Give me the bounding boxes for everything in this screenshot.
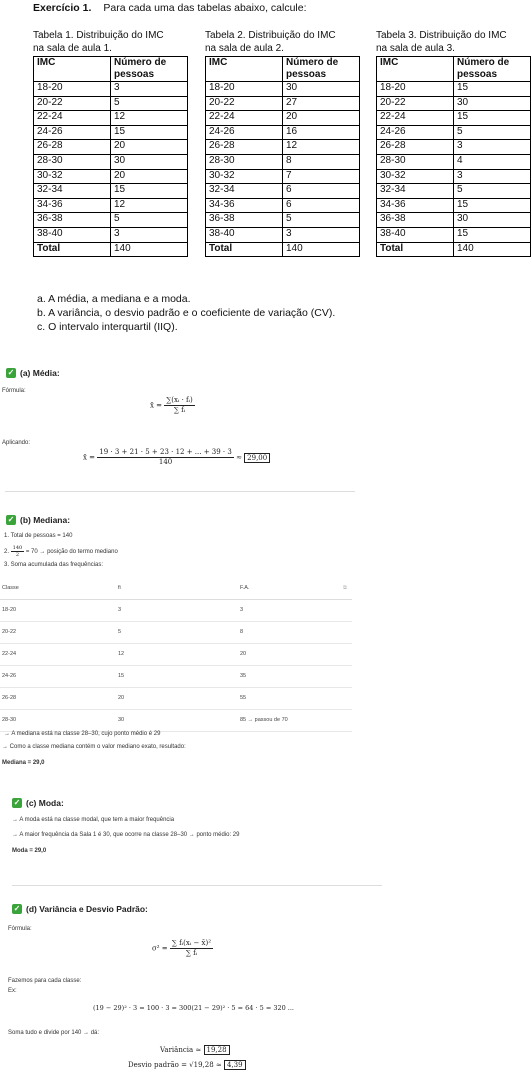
imc-table [33,56,188,257]
variancia-value-label: Variância ≈ [160,1046,202,1054]
imc-range-cell: 30-32 [377,169,454,184]
check-icon: ✓ [7,515,15,524]
moda-result: Moda = 29,0 [12,848,47,854]
moda-line-1: → A moda está na classe modal, que tem a maior frequência [12,817,175,823]
fa-cell: 85 → passou de 70 [240,717,288,723]
imc-range-cell: 28-30 [34,154,111,169]
table-caption [205,29,370,55]
exercise-instruction: Para cada uma das tabelas abaixo, calcule: [103,2,307,14]
table-row [377,82,531,97]
table-row [34,125,188,140]
variancia-header [12,904,148,914]
mediana-title: (b) Mediana: [20,515,71,525]
header-pessoas-line-2: pessoas [114,69,155,80]
media-app-num: 19 · 3 + 21 · 5 + 23 · 12 + ... + 39 · 3 [99,448,232,456]
imc-range-cell: 24-26 [377,125,454,140]
table-row [377,111,531,126]
table-row [34,111,188,126]
table-row [34,227,188,242]
moda-line-2: → A maior frequência da Sala 1 é 30, que ocorre na classe 28–30 → ponto médio: 29 [12,832,240,838]
count-cell: 15 [454,227,531,242]
count-cell: 5 [111,96,188,111]
table-row [206,96,360,111]
imc-range-cell: 34-36 [34,198,111,213]
classe-cell: 22-24 [2,651,17,657]
fi-cell: 3 [118,607,122,613]
header-pessoas-line-1: Número de [457,57,510,68]
table-caption-line-1: Tabela 1. Distribuição do IMC [33,30,164,41]
count-cell: 12 [283,140,360,155]
table-row [206,227,360,242]
question-b: b. A variância, o desvio padrão e o coeficiente de variação (CV). [37,307,336,319]
moda-title: (c) Moda: [26,798,64,808]
table-header-row [377,57,531,82]
table-row [0,621,352,644]
table-row [377,169,531,184]
mediana-step-3-text: Soma acumulada das frequências: [10,562,104,568]
count-cell: 3 [454,140,531,155]
total-label-cell: Total [34,242,111,257]
imc-range-cell: 28-30 [206,154,283,169]
media-title: (a) Média: [20,368,60,378]
mediana-result: Mediana = 29,0 [2,760,45,766]
divider [12,885,382,886]
table-row [34,198,188,213]
mediana-note-2: → Como a classe mediana contém o valor mediano exato, resultado: [2,744,186,750]
imc-range-cell: 24-26 [34,125,111,140]
media-formula-den: ∑ fᵢ [173,406,186,414]
media-app-den: 140 [158,458,173,466]
imc-table [376,56,531,257]
variancia-each-label: Fazemos para cada classe: [8,978,82,984]
imc-range-cell: 34-36 [206,198,283,213]
mediana-col-fi: fi [118,585,121,591]
count-cell: 20 [111,140,188,155]
count-cell: 5 [111,213,188,228]
table-row [206,125,360,140]
count-cell: 15 [454,111,531,126]
mediana-step2-num: 140 [12,545,23,551]
table-row [206,140,360,155]
table-total-row [34,242,188,257]
table-row [377,140,531,155]
table-row [377,96,531,111]
mediana-step-2: 2. $\frac{140}{2}$ = 70 → posição do termo mediano [4,545,118,558]
classe-cell: 24-26 [2,673,17,679]
imc-range-cell: 20-22 [34,96,111,111]
table-row [377,213,531,228]
table-caption-line-2: na sala de aula 1. [33,43,112,54]
table-row [206,184,360,199]
imc-range-cell: 18-20 [34,82,111,97]
question-list [37,292,335,334]
header-pessoas [283,57,360,82]
fa-cell: 55 [240,695,247,701]
copy-icon[interactable]: ⧉ [343,585,347,591]
table-row [0,709,352,732]
header-imc: IMC [34,57,111,82]
check-icon: ✓ [13,798,21,807]
imc-range-cell: 32-34 [206,184,283,199]
imc-range-cell: 32-34 [377,184,454,199]
count-cell: 5 [454,125,531,140]
variancia-value: 19,28 [204,1045,230,1055]
count-cell: 5 [454,184,531,199]
fa-cell: 20 [240,651,247,657]
count-cell: 15 [111,125,188,140]
imc-range-cell: 26-28 [377,140,454,155]
table-1 [33,29,198,257]
table-row [206,111,360,126]
imc-range-cell: 36-38 [34,213,111,228]
fi-cell: 30 [118,717,125,723]
header-pessoas-line-1: Número de [114,57,167,68]
imc-range-cell: 26-28 [206,140,283,155]
table-row [0,599,352,622]
table-row [206,169,360,184]
table-total-row [377,242,531,257]
imc-range-cell: 30-32 [206,169,283,184]
question-a: a. A média, a mediana e a moda. [37,293,191,305]
table-caption [33,29,198,55]
total-label-cell: Total [206,242,283,257]
media-formula-lhs: x̄ = [150,401,163,410]
header-pessoas-line-2: pessoas [286,69,327,80]
count-cell: 15 [111,184,188,199]
moda-header [12,798,64,808]
media-formula-num: ∑(xᵢ · fᵢ) [166,396,193,404]
header-pessoas [454,57,531,82]
imc-range-cell: 20-22 [206,96,283,111]
variancia-num: ∑ fᵢ(xᵢ − x̄)² [171,939,212,947]
count-cell: 6 [283,184,360,199]
count-cell: 20 [283,111,360,126]
variancia-value-line [160,1046,230,1054]
imc-range-cell: 34-36 [377,198,454,213]
fi-cell: 15 [118,673,125,679]
media-header [6,368,60,378]
table-row [206,82,360,97]
table-row [206,198,360,213]
total-label-cell: Total [377,242,454,257]
variancia-formula-label: Fórmula: [8,926,32,932]
table-caption-line-2: na sala de aula 2. [205,43,284,54]
mediana-col-fa: F.A. [240,585,250,591]
imc-range-cell: 30-32 [34,169,111,184]
table-row [0,643,352,666]
media-approx: ≈ [236,453,242,462]
mediana-step-1-text: Total de pessoas = 140 [10,533,73,539]
header-pessoas [111,57,188,82]
media-application [83,448,270,467]
count-cell: 8 [283,154,360,169]
table-row [34,213,188,228]
classe-cell: 18-20 [2,607,17,613]
table-row [34,184,188,199]
variancia-sum-label: Soma tudo e divide por 140 → dá: [8,1030,100,1036]
header-imc: IMC [377,57,454,82]
table-row [206,213,360,228]
imc-range-cell: 18-20 [377,82,454,97]
mediana-header [6,515,70,525]
imc-table [205,56,360,257]
imc-range-cell: 20-22 [377,96,454,111]
fi-cell: 5 [118,629,122,635]
count-cell: 3 [283,227,360,242]
count-cell: 6 [283,198,360,213]
check-icon: ✓ [13,904,21,913]
variancia-lhs: σ² = [152,944,168,953]
total-value-cell: 140 [454,242,531,257]
table-caption-line-1: Tabela 3. Distribuição do IMC [376,30,507,41]
fi-cell: 20 [118,695,125,701]
imc-range-cell: 38-40 [34,227,111,242]
table-row [377,154,531,169]
imc-range-cell: 36-38 [377,213,454,228]
count-cell: 3 [111,82,188,97]
exercise-label: Exercício 1. [33,2,92,14]
count-cell: 30 [111,154,188,169]
table-caption-line-2: na sala de aula 3. [376,43,455,54]
table-row [0,687,352,710]
variancia-formula [152,939,213,958]
table-row [377,227,531,242]
imc-range-cell: 36-38 [206,213,283,228]
mediana-step-2-text: = 70 → posição do termo mediano [25,549,118,556]
check-icon: ✓ [7,368,15,377]
table-3 [376,29,532,257]
divider [5,491,355,492]
count-cell: 15 [454,82,531,97]
header-pessoas-line-2: pessoas [457,69,498,80]
fi-cell: 12 [118,651,125,657]
header-imc: IMC [206,57,283,82]
imc-range-cell: 38-40 [206,227,283,242]
desvio-padrao-label: Desvio padrão = √19,28 ≈ [128,1061,222,1069]
table-row [206,154,360,169]
count-cell: 7 [283,169,360,184]
mediana-step-1: 1. Total de pessoas = 140 [4,533,73,539]
total-value-cell: 140 [283,242,360,257]
media-applying-label: Aplicando: [2,440,31,446]
count-cell: 12 [111,198,188,213]
table-header-row [34,57,188,82]
question-c: c. O intervalo interquartil (IIQ). [37,321,178,333]
imc-range-cell: 22-24 [377,111,454,126]
table-row [34,96,188,111]
table-row [34,154,188,169]
count-cell: 30 [454,213,531,228]
imc-range-cell: 38-40 [377,227,454,242]
media-formula-label: Fórmula: [2,388,26,394]
count-cell: 20 [111,169,188,184]
mediana-table-header [0,577,352,600]
table-row [0,665,352,688]
fa-cell: 35 [240,673,247,679]
table-row [377,125,531,140]
classe-cell: 26-28 [2,695,17,701]
fa-cell: 3 [240,607,244,613]
count-cell: 4 [454,154,531,169]
imc-range-cell: 22-24 [34,111,111,126]
count-cell: 27 [283,96,360,111]
variancia-example: (19 − 29)² · 3 = 100 · 3 = 300(21 − 29)² · 5 = 64 · 5 = 320 ... [93,1004,295,1012]
table-row [34,82,188,97]
table-header-row [206,57,360,82]
table-2 [205,29,370,257]
classe-cell: 20-22 [2,629,17,635]
count-cell: 15 [454,198,531,213]
media-result: 29,00 [244,453,270,463]
mediana-step2-den: 2 [15,552,20,558]
count-cell: 5 [283,213,360,228]
media-app-lhs: x̄ = [83,453,96,462]
table-caption-line-1: Tabela 2. Distribuição do IMC [205,30,336,41]
imc-range-cell: 32-34 [34,184,111,199]
mediana-note-1: → A mediana está na classe 28–30, cujo ponto médio é 29 [4,731,161,737]
table-row [34,169,188,184]
imc-range-cell: 18-20 [206,82,283,97]
variancia-title: (d) Variância e Desvio Padrão: [26,904,148,914]
table-row [377,184,531,199]
count-cell: 12 [111,111,188,126]
table-row [377,198,531,213]
count-cell: 3 [111,227,188,242]
count-cell: 30 [454,96,531,111]
header-pessoas-line-1: Número de [286,57,339,68]
imc-range-cell: 22-24 [206,111,283,126]
count-cell: 3 [454,169,531,184]
mediana-step-3: 3. Soma acumulada das frequências: [4,562,104,568]
variancia-ex-label: Ex: [8,988,17,994]
imc-range-cell: 24-26 [206,125,283,140]
variancia-den: ∑ fᵢ [185,949,198,957]
desvio-padrao-line [128,1061,246,1069]
count-cell: 30 [283,82,360,97]
total-value-cell: 140 [111,242,188,257]
mediana-col-classe: Classe [2,585,19,591]
fa-cell: 8 [240,629,244,635]
imc-range-cell: 28-30 [377,154,454,169]
classe-cell: 28-30 [2,717,17,723]
table-caption [376,29,532,55]
media-formula [150,396,195,415]
exercise-heading [33,2,307,14]
imc-range-cell: 26-28 [34,140,111,155]
table-total-row [206,242,360,257]
count-cell: 16 [283,125,360,140]
table-row [34,140,188,155]
desvio-padrao-value: 4,39 [224,1060,246,1070]
